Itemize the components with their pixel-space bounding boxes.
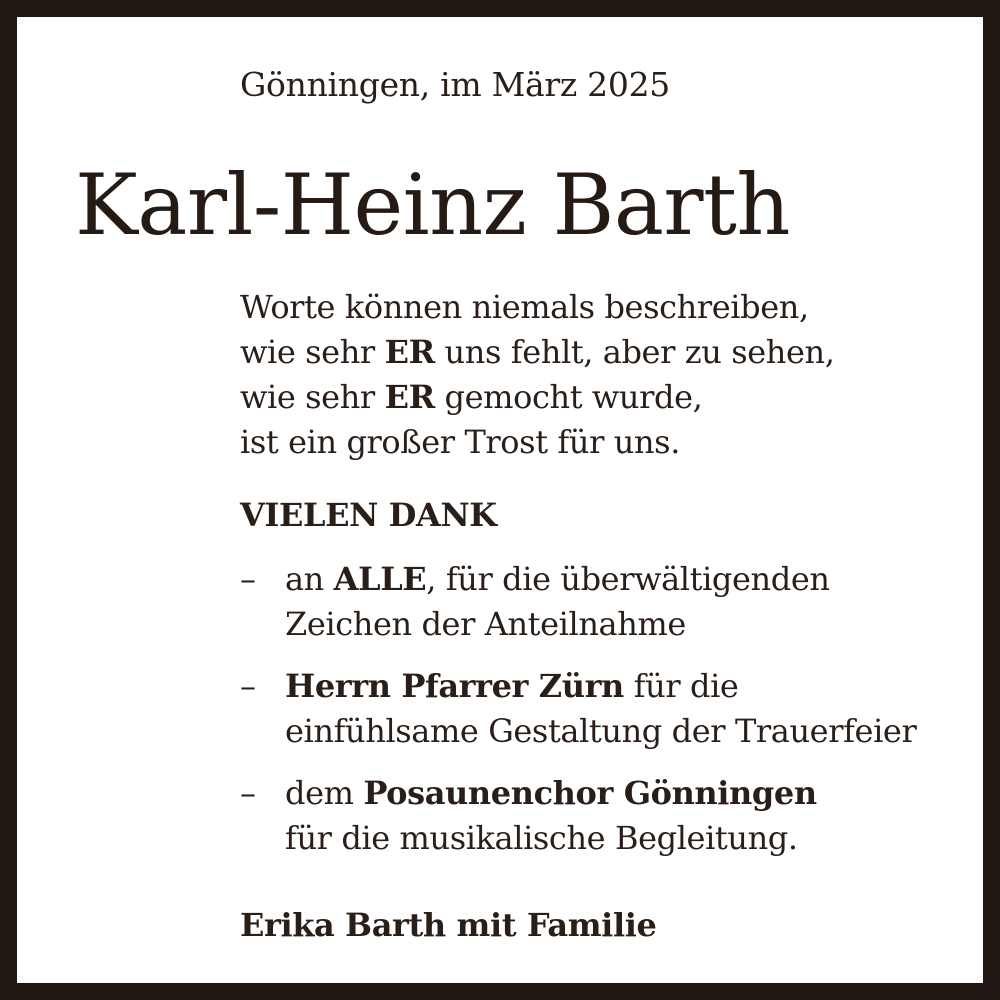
- thanks-text: dem: [285, 774, 364, 812]
- thanks-item: [240, 557, 980, 647]
- thanks-text: für die: [623, 667, 739, 705]
- poem-text: gemocht wurde,: [434, 378, 703, 416]
- deceased-name: Karl-Heinz Barth: [75, 156, 790, 254]
- thanks-text: an: [285, 560, 334, 598]
- thanks-item: [240, 664, 980, 754]
- thanks-emphasis: Posaunenchor Gönningen: [363, 774, 817, 812]
- thanks-line: einfühlsame Gestaltung der Trauerfeier: [285, 712, 917, 750]
- poem-line: [240, 375, 834, 420]
- thanks-emphasis: ALLE: [333, 560, 427, 598]
- thanks-heading: VIELEN DANK: [240, 496, 497, 534]
- poem-text: wie sehr: [240, 333, 385, 371]
- poem-line: Worte können niemals beschreiben,: [240, 288, 809, 326]
- signature: Erika Barth mit Familie: [240, 906, 657, 944]
- thanks-list: [240, 557, 980, 878]
- thanks-item: [240, 771, 980, 861]
- dash-bullet: –: [240, 774, 256, 812]
- place-date: Gönningen, im März 2025: [240, 65, 670, 104]
- poem-line: [240, 330, 834, 375]
- dash-bullet: –: [240, 667, 256, 705]
- poem-emphasis: ER: [384, 333, 435, 371]
- poem-emphasis: ER: [384, 378, 435, 416]
- thanks-line: [285, 771, 980, 816]
- thanks-line: [285, 664, 980, 709]
- poem-line: ist ein großer Trost für uns.: [240, 423, 680, 461]
- dash-bullet: –: [240, 560, 256, 598]
- thanks-line: [285, 557, 980, 602]
- poem: [240, 285, 834, 465]
- poem-text: uns fehlt, aber zu sehen,: [434, 333, 835, 371]
- thanks-emphasis: Herrn Pfarrer Zürn: [285, 667, 624, 705]
- thanks-line: Zeichen der Anteilnahme: [285, 605, 686, 643]
- thanks-line: für die musikalische Begleitung.: [285, 819, 798, 857]
- thanks-text: , für die überwältigenden: [426, 560, 830, 598]
- poem-text: wie sehr: [240, 378, 385, 416]
